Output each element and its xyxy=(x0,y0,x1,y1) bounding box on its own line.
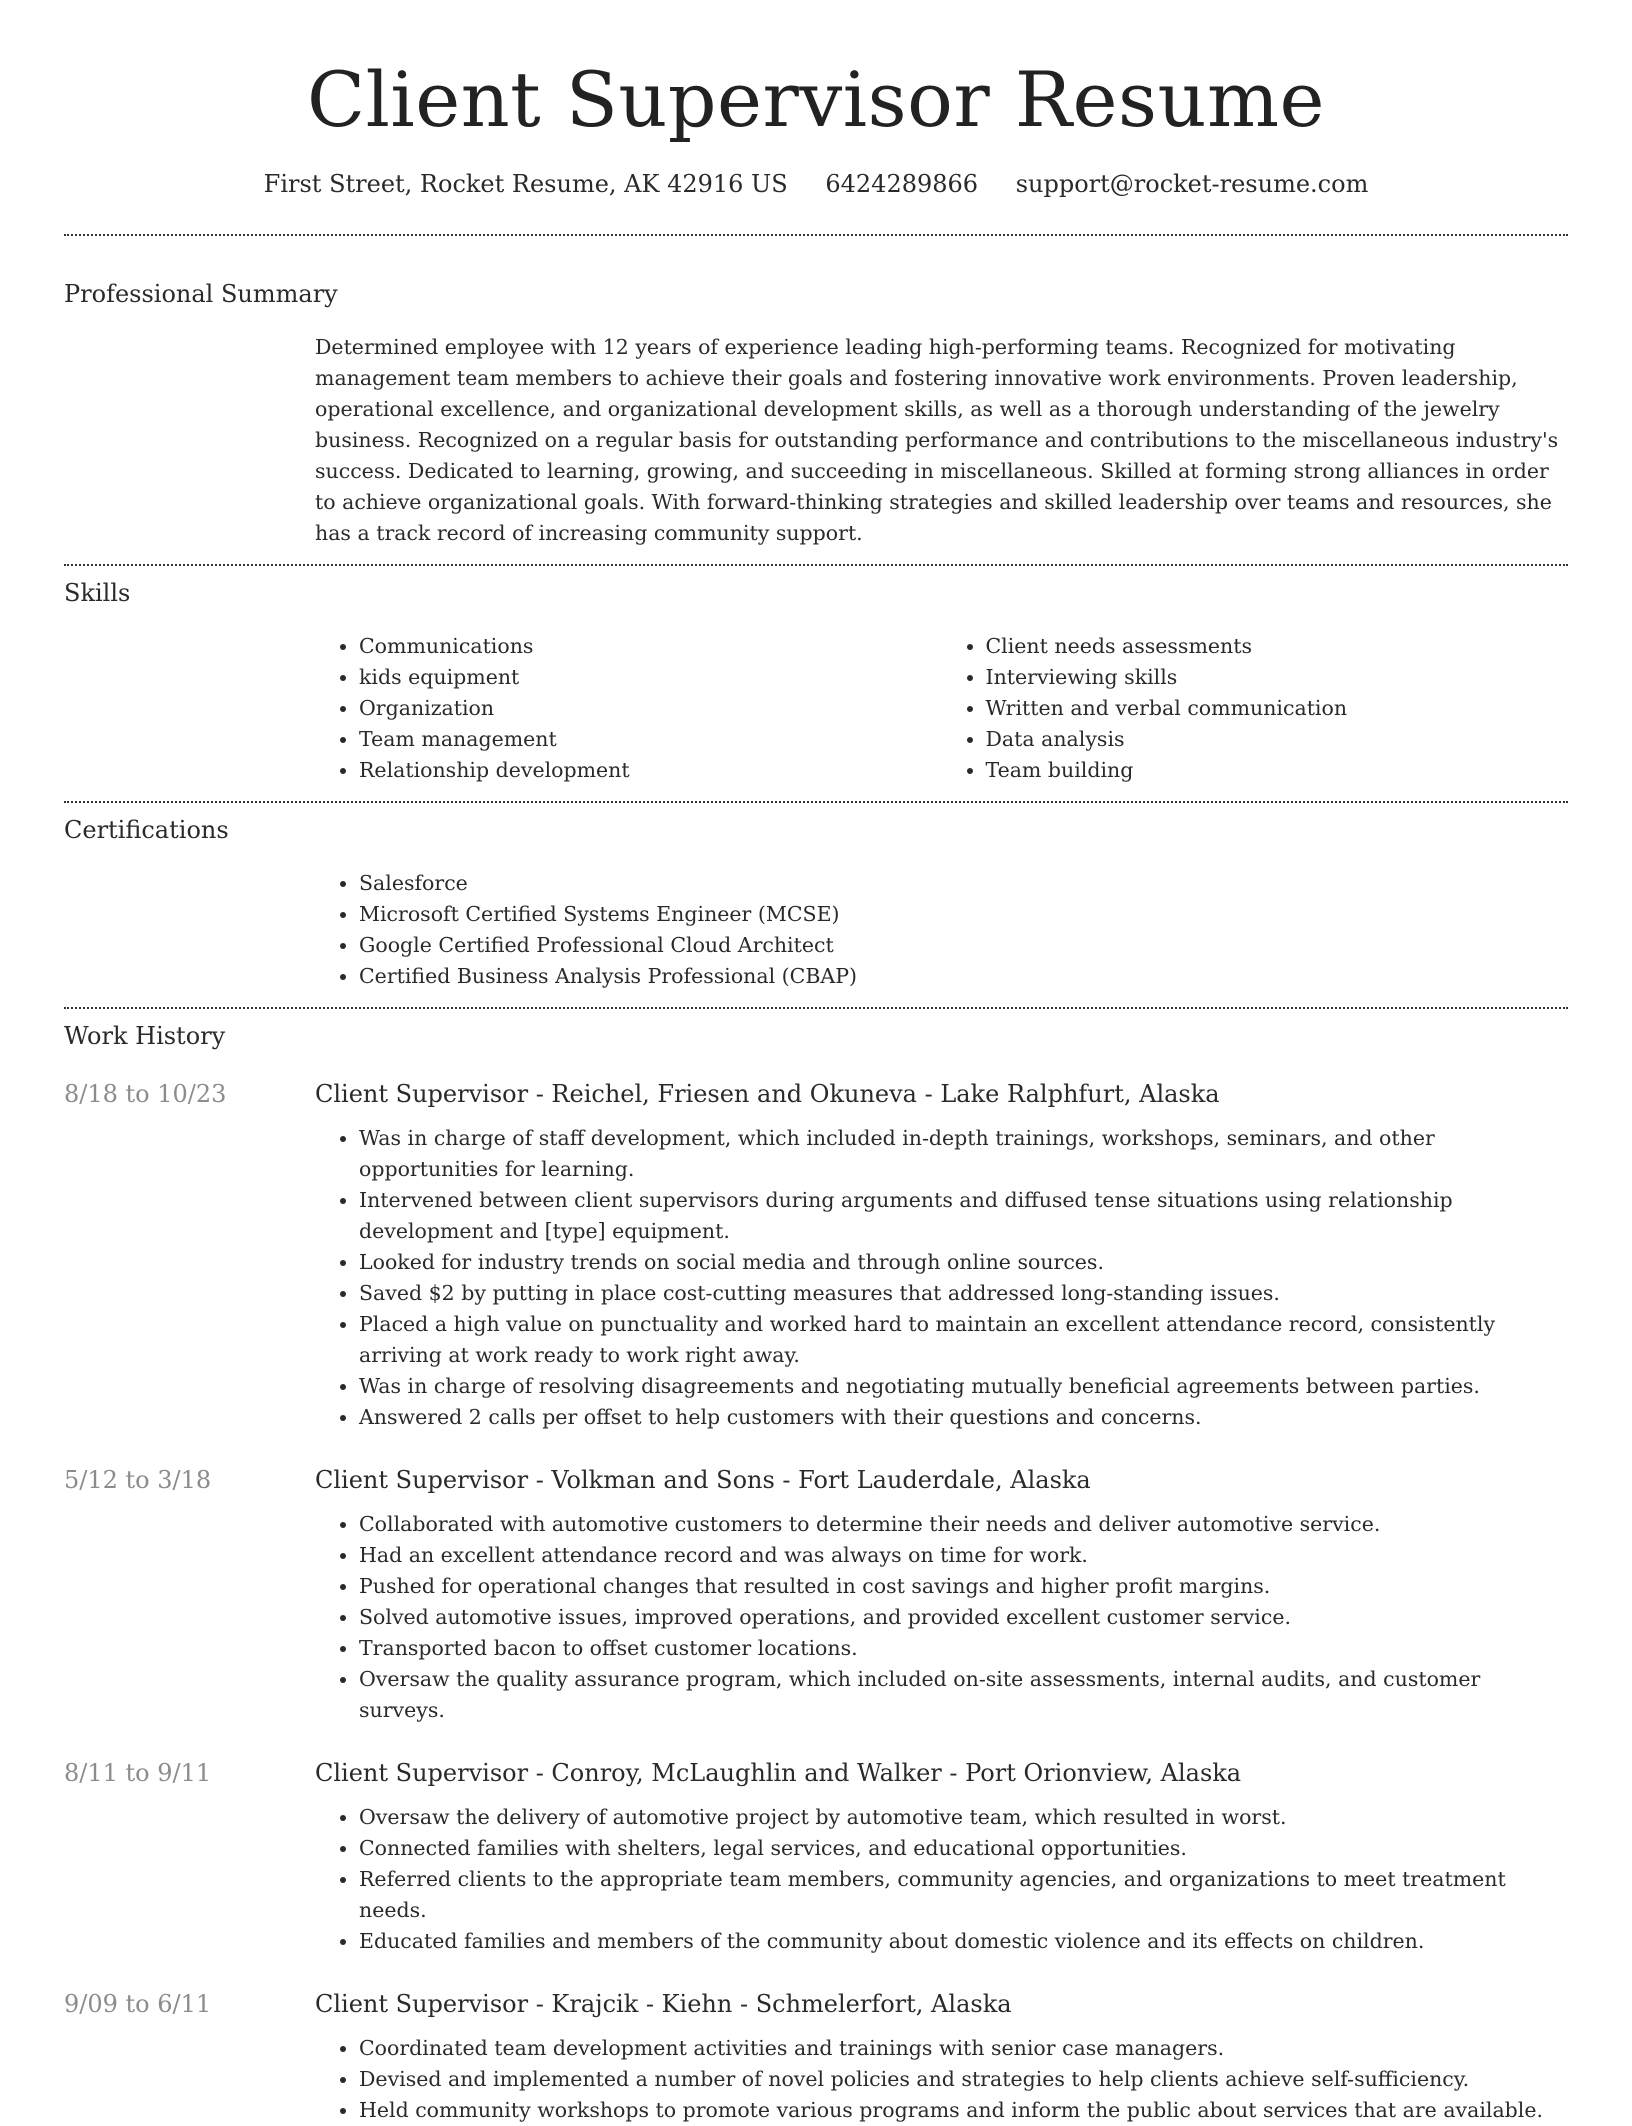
section-divider xyxy=(64,1007,1568,1009)
skill-item: • Team management xyxy=(359,724,942,755)
contact-email: support@rocket-resume.com xyxy=(1015,170,1369,198)
job-entry xyxy=(64,1464,1568,1726)
summary-text: Determined employee with 12 years of experience leading high-performing teams. Recognized for motivating management team members to achieve their goals and fostering innovative work environments. Proven leadership, operational excellence, and organizational development skills, as well as a thorough understanding of the jewelry business. Recognized on a regular basis for outstanding performance and contributions to the miscellaneous industry's success. Dedicated to learning, growing, and succeeding in miscellaneous. Skilled at forming strong alliances in order to achieve organizational goals. With forward-thinking strategies and skilled leadership over teams and resources, she has a track record of increasing community support. xyxy=(315,335,1559,545)
job-bullets xyxy=(315,2033,1568,2126)
skill-item: • Relationship development xyxy=(359,755,942,786)
contact-phone: 6424289866 xyxy=(825,170,979,198)
resume-page xyxy=(64,0,1568,2126)
job-bullet: • Had an excellent attendance record and was always on time for work. xyxy=(359,1540,1568,1571)
job-bullet: • Devised and implemented a number of novel policies and strategies to help clients achieve self-sufficiency. xyxy=(359,2064,1568,2095)
certification-item: • Microsoft Certified Systems Engineer (MCSE) xyxy=(359,899,1568,930)
summary-heading: Professional Summary xyxy=(64,280,338,308)
job-bullet: • Oversaw the quality assurance program, which included on-site assessments, internal audits, and customer surveys. xyxy=(359,1664,1568,1726)
job-bullet: • Transported bacon to offset customer locations. xyxy=(359,1633,1568,1664)
job-bullets xyxy=(315,1802,1568,1957)
work-history-heading: Work History xyxy=(64,1022,226,1050)
skill-item: • Communications xyxy=(359,631,942,662)
skill-item: • Interviewing skills xyxy=(986,662,1569,693)
job-bullet: • Coordinated team development activities and trainings with senior case managers. xyxy=(359,2033,1568,2064)
section-divider xyxy=(64,801,1568,803)
job-bullet: • Connected families with shelters, legal services, and educational opportunities. xyxy=(359,1833,1568,1864)
job-bullet: • Referred clients to the appropriate team members, community agencies, and organizations to meet treatment needs. xyxy=(359,1864,1568,1926)
skills-list xyxy=(315,631,1568,786)
certifications-list xyxy=(315,868,1568,992)
skill-item: • Organization xyxy=(359,693,942,724)
skills-column-left xyxy=(315,631,942,786)
job-title: Client Supervisor - Krajcik - Kiehn - Schmelerfort, Alaska xyxy=(315,1990,1012,2018)
skills-heading: Skills xyxy=(64,579,131,607)
job-bullet: • Placed a high value on punctuality and worked hard to maintain an excellent attendance record, consistently arriving at work ready to work right away. xyxy=(359,1309,1568,1371)
certification-item: • Certified Business Analysis Professional (CBAP) xyxy=(359,961,1568,992)
skill-item: • Client needs assessments xyxy=(986,631,1569,662)
job-entry xyxy=(64,1988,1568,2126)
section-divider xyxy=(64,234,1568,236)
job-bullet: • Collaborated with automotive customers to determine their needs and deliver automotive service. xyxy=(359,1509,1568,1540)
contact-line xyxy=(64,168,1568,200)
section-divider xyxy=(64,564,1568,566)
job-bullets xyxy=(315,1123,1568,1433)
job-entry xyxy=(64,1757,1568,1957)
job-bullet: • Saved $2 by putting in place cost-cutting measures that addressed long-standing issues. xyxy=(359,1278,1568,1309)
certification-item: • Salesforce xyxy=(359,868,1568,899)
contact-address: First Street, Rocket Resume, AK 42916 US xyxy=(263,170,788,198)
skill-item: • Team building xyxy=(986,755,1569,786)
job-dates: 8/18 to 10/23 xyxy=(64,1080,227,1108)
job-bullet: • Held community workshops to promote various programs and inform the public about services that are available. xyxy=(359,2095,1568,2126)
job-dates: 5/12 to 3/18 xyxy=(64,1466,212,1494)
job-bullet: • Was in charge of resolving disagreements and negotiating mutually beneficial agreements between parties. xyxy=(359,1371,1568,1402)
job-bullet: • Was in charge of staff development, which included in-depth trainings, workshops, seminars, and other opportunities for learning. xyxy=(359,1123,1568,1185)
skill-item: • kids equipment xyxy=(359,662,942,693)
job-bullet: • Looked for industry trends on social media and through online sources. xyxy=(359,1247,1568,1278)
job-bullets xyxy=(315,1509,1568,1726)
job-bullet: • Pushed for operational changes that resulted in cost savings and higher profit margins. xyxy=(359,1571,1568,1602)
job-bullet: • Answered 2 calls per offset to help customers with their questions and concerns. xyxy=(359,1402,1568,1433)
job-bullet: • Oversaw the delivery of automotive project by automotive team, which resulted in worst. xyxy=(359,1802,1568,1833)
job-title: Client Supervisor - Conroy, McLaughlin and Walker - Port Orionview, Alaska xyxy=(315,1759,1242,1787)
job-dates: 8/11 to 9/11 xyxy=(64,1759,212,1787)
job-title: Client Supervisor - Reichel, Friesen and Okuneva - Lake Ralphfurt, Alaska xyxy=(315,1080,1220,1108)
skill-item: • Written and verbal communication xyxy=(986,693,1569,724)
job-entry xyxy=(64,1078,1568,1433)
certifications-heading: Certifications xyxy=(64,816,229,844)
job-bullet: • Intervened between client supervisors during arguments and diffused tense situations using relationship development and [type] equipment. xyxy=(359,1185,1568,1247)
skills-column-right xyxy=(942,631,1569,786)
certification-item: • Google Certified Professional Cloud Architect xyxy=(359,930,1568,961)
skill-item: • Data analysis xyxy=(986,724,1569,755)
job-dates: 9/09 to 6/11 xyxy=(64,1990,212,2018)
job-bullet: • Educated families and members of the community about domestic violence and its effects on children. xyxy=(359,1926,1568,1957)
job-title: Client Supervisor - Volkman and Sons - Fort Lauderdale, Alaska xyxy=(315,1466,1091,1494)
resume-title: Client Supervisor Resume xyxy=(306,55,1326,144)
job-bullet: • Solved automotive issues, improved operations, and provided excellent customer service. xyxy=(359,1602,1568,1633)
